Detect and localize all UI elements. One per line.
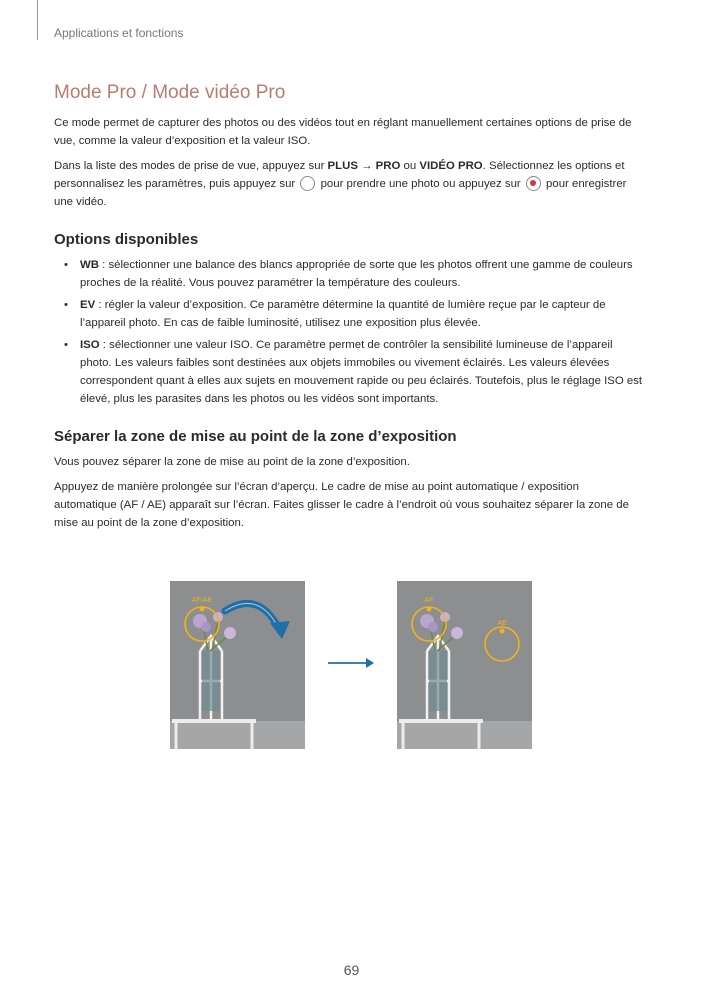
figure-after — [397, 581, 532, 749]
table-surface — [170, 721, 305, 749]
option-key-wb: WB — [80, 259, 99, 271]
menu-video-pro: VIDÉO PRO — [419, 160, 483, 172]
steps-text-before: Dans la liste des modes de prise de vue, appuyez sur — [54, 160, 325, 172]
ae-label: AE — [497, 620, 507, 627]
shutter-button-icon — [300, 176, 315, 191]
option-key-ev: EV — [80, 299, 96, 311]
main-content — [54, 82, 644, 539]
af-focus-dot — [427, 607, 432, 612]
page-number: 69 — [343, 962, 360, 978]
page-title: Mode Pro / Mode vidéo Pro — [54, 82, 286, 103]
af-ae-label: AF/AE — [191, 597, 213, 604]
af-label: AF — [424, 597, 434, 604]
table-top — [172, 719, 256, 723]
table-surface — [397, 721, 532, 749]
ae-focus-dot — [500, 629, 505, 634]
steps-photo-text: pour prendre une photo ou appuyez sur — [320, 178, 521, 190]
focus-heading: Séparer la zone de mise au point de la zone d’exposition — [54, 428, 457, 445]
bullet: • — [64, 339, 68, 351]
steps-paragraph — [54, 157, 644, 211]
transition-arrow-icon — [328, 656, 374, 670]
steps-text-middle: . Sélectionnez les options et personnalisez les paramètres, puis appuyez sur — [54, 160, 625, 190]
option-item-ev — [54, 296, 644, 332]
steps-video-text: pour enregistrer une vidéo. — [54, 178, 627, 208]
option-key-iso: ISO — [80, 339, 100, 351]
intro-paragraph: Ce mode permet de capturer des photos ou des vidéos tout en réglant manuellement certaines options de prise de vue, comme la valeur d’exposition et la valeur ISO. — [54, 117, 632, 147]
menu-plus: PLUS — [327, 160, 358, 172]
option-item-iso — [54, 336, 644, 408]
bullet: • — [64, 299, 68, 311]
focus-dot — [200, 607, 205, 612]
options-list — [54, 256, 644, 408]
menu-pro: PRO — [375, 160, 401, 172]
breadcrumb: Applications et fonctions — [54, 26, 184, 40]
option-text-wb: : sélectionner une balance des blancs appropriée de sorte que les photos offrent une gamme de couleurs proches de la réalité. Vous pouvez paramétrer la température des couleurs. — [80, 259, 633, 289]
focus-paragraph-2: Appuyez de manière prolongée sur l’écran d’aperçu. Le cadre de mise au point automatique / exposition automatique (AF / AE) apparaît sur l’écran. Faites glisser le cadre à l’endroit où vous souhaitez séparer la zone de mise au point de la zone d’exposition. — [54, 481, 629, 529]
steps-or: ou — [403, 160, 417, 172]
option-item-wb — [54, 256, 644, 292]
arrow-glyph: → — [361, 160, 373, 172]
options-heading: Options disponibles — [54, 231, 199, 248]
figure-before — [170, 581, 305, 749]
option-text-iso: : sélectionner une valeur ISO. Ce paramètre permet de contrôler la sensibilité lumineuse de l’appareil photo. Les valeurs faibles sont destinées aux objets immobiles ou vivement éclairés. Les valeurs élevées correspondent quant à elles aux sujets en mouvement rapide ou peu éclairés. Toutefois, plus le réglage ISO est élevé, plus les parasites dans les photos ou les vidéos sont importants. — [80, 339, 643, 405]
option-text-ev: : régler la valeur d’exposition. Ce paramètre détermine la quantité de lumière reçue par le capteur de l’appareil photo. En cas de faible luminosité, utilisez une exposition plus élevée. — [80, 299, 606, 329]
header-divider — [37, 0, 38, 40]
record-button-icon — [526, 176, 541, 191]
table-top — [399, 719, 483, 723]
focus-paragraph-1: Vous pouvez séparer la zone de mise au point de la zone d’exposition. — [54, 456, 410, 468]
bullet: • — [64, 259, 68, 271]
